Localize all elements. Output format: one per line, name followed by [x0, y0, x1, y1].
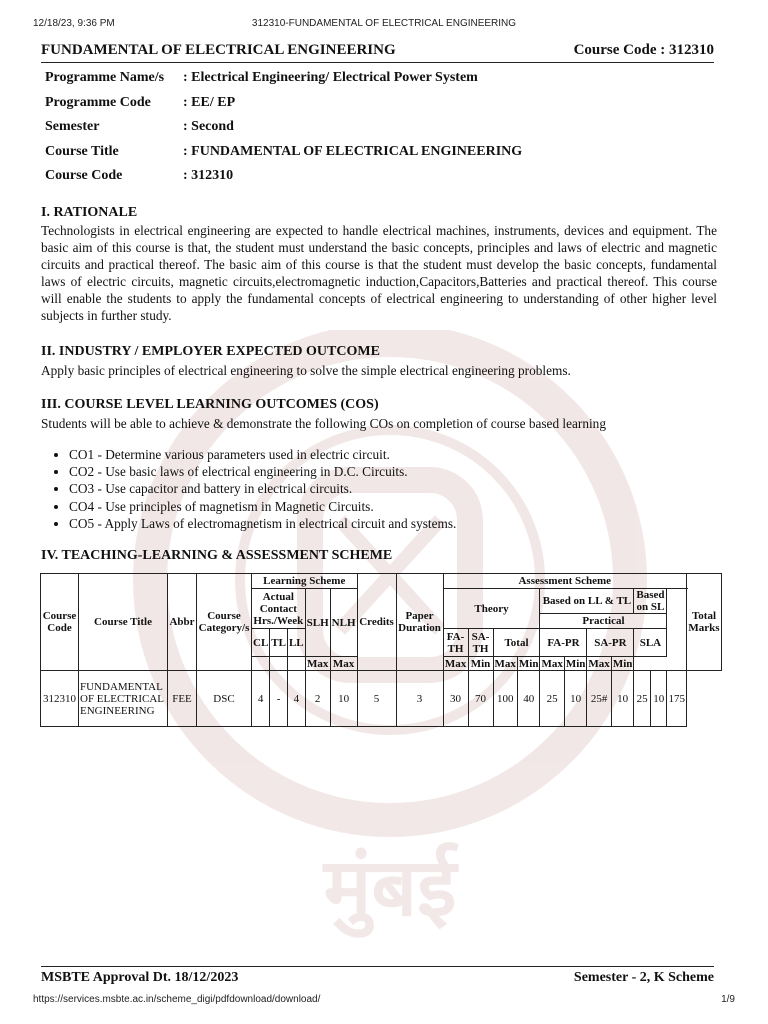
watermark-text: मुंबई — [323, 841, 457, 934]
cell-fa-pr-max: 25 — [540, 671, 564, 727]
cell-cl: 4 — [252, 671, 270, 727]
info-row — [45, 164, 522, 189]
th-sa-th: SA-TH — [468, 629, 493, 657]
th-ll: LL — [287, 629, 305, 657]
info-value: : Second — [183, 119, 234, 135]
th-max: Max — [306, 657, 329, 670]
cell-fa-th-max: 30 — [443, 671, 468, 727]
th-total-marks: Total Marks — [687, 574, 722, 671]
th-tl: TL — [270, 629, 288, 657]
cell-category: DSC — [197, 671, 252, 727]
course-code-header: Course Code : 312310 — [573, 42, 714, 58]
th-slh: SLH — [305, 589, 330, 657]
th-course-title: Course Title — [79, 574, 168, 671]
co-item: • CO3 - Use capacitor and battery in electrical circuits. — [69, 480, 456, 497]
cell-total-min: 40 — [517, 671, 540, 727]
cos-heading: III. COURSE LEVEL LEARNING OUTCOMES (COS) — [41, 397, 379, 412]
cell-duration: 3 — [396, 671, 443, 727]
th-learning-scheme: Learning Scheme — [252, 574, 358, 589]
cell-total-max: 100 — [493, 671, 517, 727]
programme-info-table — [45, 66, 522, 189]
th-max: Max — [494, 657, 516, 670]
info-value: : EE/ EP — [183, 94, 236, 110]
cos-list — [41, 446, 456, 532]
th-actual-contact: Actual Contact Hrs./Week — [253, 590, 304, 627]
co-item: • CO2 - Use basic laws of electrical engineering in D.C. Circuits. — [69, 463, 456, 480]
th-max: Max — [541, 657, 563, 670]
cell-fa-pr-min: 10 — [564, 671, 587, 727]
th-min: Min — [468, 657, 493, 671]
info-row — [45, 91, 522, 116]
info-label: Programme Name/s — [45, 70, 165, 86]
info-label: Course Title — [45, 143, 119, 159]
industry-heading: II. INDUSTRY / EMPLOYER EXPECTED OUTCOME — [41, 344, 380, 359]
th-based-ll-tl: Based on LL & TL — [540, 589, 634, 614]
info-value: : FUNDAMENTAL OF ELECTRICAL ENGINEERING — [183, 143, 523, 159]
info-label: Semester — [45, 119, 100, 135]
print-footer — [33, 994, 735, 1008]
cell-slh: 2 — [305, 671, 330, 727]
print-datetime: 12/18/23, 9:36 PM — [33, 18, 115, 29]
industry-text: Apply basic principles of electrical engineering to solve the simple electrical engineering problems. — [41, 363, 571, 378]
cell-abbr: FEE — [168, 671, 197, 727]
co-item: • CO5 - Apply Laws of electromagnetism in electrical circuit and systems. — [69, 515, 456, 532]
page-title: FUNDAMENTAL OF ELECTRICAL ENGINEERING — [41, 42, 396, 58]
th-course-code: Course Code — [41, 574, 79, 671]
scheme-table — [40, 573, 722, 727]
th-min: Min — [518, 657, 539, 670]
table-row — [41, 671, 722, 727]
info-label: Course Code — [45, 168, 123, 184]
cell-tl: - — [270, 671, 288, 727]
approval-date: MSBTE Approval Dt. 18/12/2023 — [41, 970, 239, 985]
print-doc-title: 312310-FUNDAMENTAL OF ELECTRICAL ENGINEERING — [251, 18, 517, 29]
th-sa-pr: SA-PR — [587, 629, 634, 657]
scheme-heading: IV. TEACHING-LEARNING & ASSESSMENT SCHEME — [41, 548, 393, 563]
info-label: Programme Code — [45, 94, 151, 110]
cell-sa-th-max: 70 — [468, 671, 493, 727]
th-credits: Credits — [357, 574, 396, 671]
page-header — [41, 42, 714, 63]
th-theory: Theory — [443, 589, 540, 629]
th-blank — [287, 657, 305, 671]
th-max: Max — [444, 657, 467, 670]
th-paper-duration: Paper Duration — [396, 574, 443, 671]
page-footer — [41, 966, 714, 990]
th-sla: SLA — [634, 629, 667, 657]
th-blank — [270, 657, 288, 671]
th-blank — [252, 657, 270, 671]
cell-code: 312310 — [41, 671, 79, 727]
info-row — [45, 115, 522, 140]
info-row — [45, 66, 522, 91]
th-min: Min — [565, 657, 586, 670]
th-min: Min — [612, 657, 633, 670]
th-max: Max — [588, 657, 610, 670]
cell-sa-pr-min: 10 — [611, 671, 634, 727]
info-row — [45, 140, 522, 165]
co-item: • CO1 - Determine various parameters used in electric circuit. — [69, 446, 456, 463]
th-category: Course Category/s — [197, 574, 252, 671]
th-cl: CL — [252, 629, 270, 657]
info-value: : Electrical Engineering/ Electrical Power System — [183, 70, 478, 86]
th-fa-pr: FA-PR — [540, 629, 587, 657]
cell-sla-max: 25 — [634, 671, 651, 727]
th-max: Max — [330, 657, 357, 671]
rationale-text: Technologists in electrical engineering are expected to handle electrical machines, instruments, devices and equipment. The basic aim of this course is that, the student must understand the basic concepts, principles and laws of electric and magnetic circuits and practical thereof. The basic aim of this course is that the student must develop the basic concepts, fundamental laws of electric circuits, magnetic circuits,electromagnetic induction,Capacitors,Batteries and practical thereof. This course will enable the students to apply the fundamental concepts of electrical engineering to understanding of other higher level subjects in further study. — [41, 223, 717, 323]
th-nlh: NLH — [330, 589, 357, 657]
th-practical: Practical — [540, 614, 667, 629]
print-page-number: 1/9 — [721, 994, 735, 1005]
th-abbr: Abbr — [168, 574, 197, 671]
cell-credits: 5 — [357, 671, 396, 727]
cell-total-marks: 175 — [667, 671, 687, 727]
cell-nlh: 10 — [330, 671, 357, 727]
th-total: Total — [493, 629, 540, 657]
cell-title: FUNDAMENTAL OF ELECTRICAL ENGINEERING — [79, 671, 168, 727]
cos-intro: Students will be able to achieve & demonstrate the following COs on completion of course based learning — [41, 416, 606, 431]
info-value: : 312310 — [183, 168, 234, 184]
co-item: • CO4 - Use principles of magnetism in Magnetic Circuits. — [69, 498, 456, 515]
th-based-sl: Based on SL — [634, 589, 667, 614]
print-header — [33, 18, 735, 32]
rationale-heading: I. RATIONALE — [41, 205, 138, 220]
print-url: https://services.msbte.ac.in/scheme_digi/pdfdownload/download/ — [33, 994, 321, 1005]
cell-ll: 4 — [287, 671, 305, 727]
th-assessment-scheme: Assessment Scheme — [443, 574, 686, 589]
cell-sa-pr-max: 25# — [587, 671, 611, 727]
cell-sla-min: 10 — [650, 671, 667, 727]
th-fa-th: FA-TH — [443, 629, 468, 657]
semester-scheme: Semester - 2, K Scheme — [573, 970, 714, 985]
